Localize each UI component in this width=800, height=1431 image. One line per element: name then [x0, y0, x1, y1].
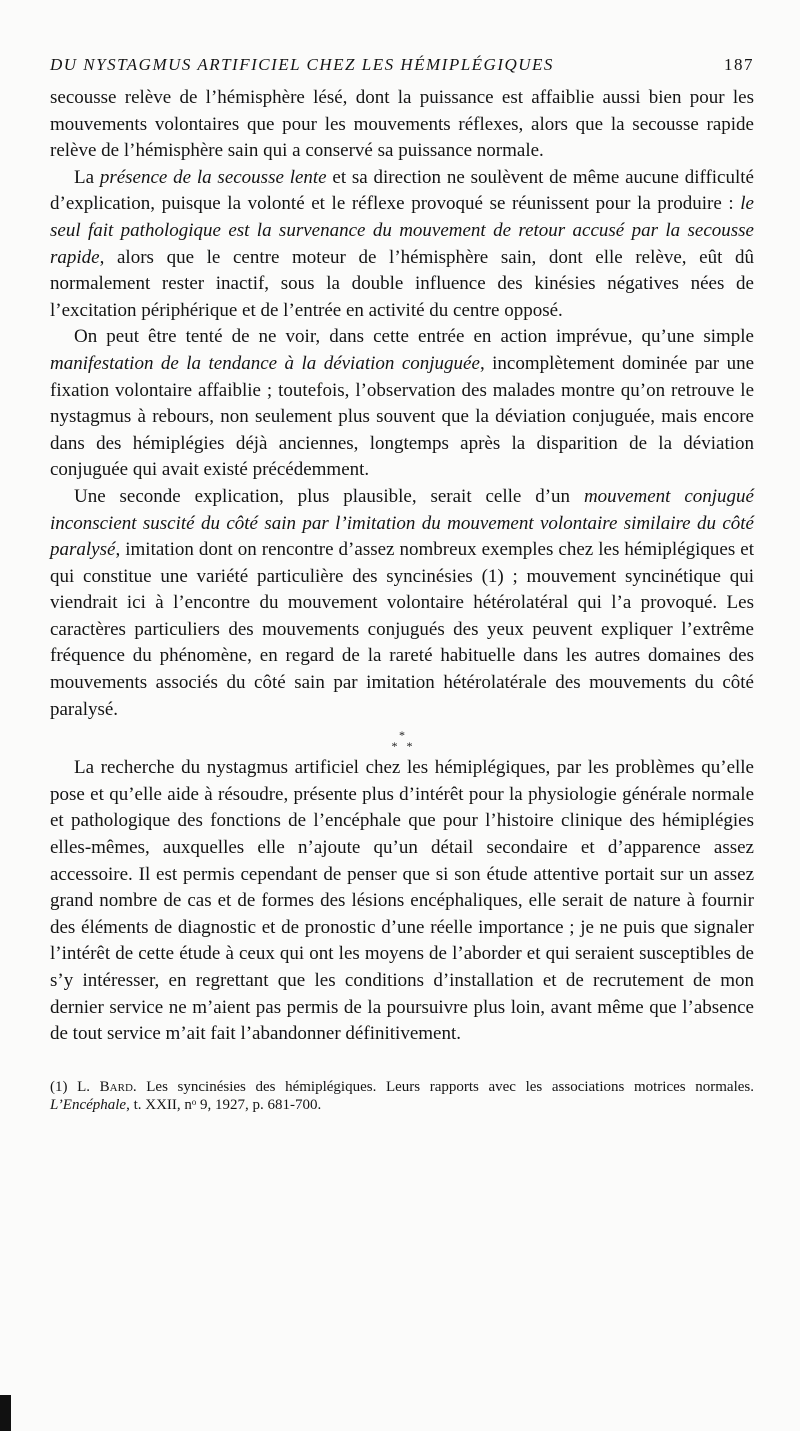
- running-title: DU NYSTAGMUS ARTIFICIEL CHEZ LES HÉMIPLÉGIQUES: [50, 55, 554, 74]
- paragraph-3: [50, 324, 754, 484]
- text-run: , imitation dont on rencontre d’assez nombreux exemples chez les hémiplégiques et qui constitue une variété particulière des syncinésies (1) ; mouvement syncinétique qui viendrait ici à l’encontre du mouvement volontaire hétérolatéral qui l’a provoqué. Les caractères particuliers des mouvements conjugués des yeux peuvent expliquer l’extrême fréquence du phénomène, en regard de la rareté habituelle dans les autres domaines des mouvements associés du côté sain par imitation hétérolatérale des mouvements du côté paralysé.: [50, 539, 754, 720]
- separator-star: *: [391, 739, 398, 754]
- footnote-ref: , t. XXII, nᵒ 9, 1927, p. 681-700.: [126, 1096, 322, 1113]
- paragraph-4: [50, 484, 754, 723]
- italic-run: le seul fait pathologique est la survenance du mouvement de retour accusé par la secousse rapide: [50, 193, 754, 268]
- text-run: , incomplètement dominée par une fixation volontaire affaiblie ; toutefois, l’observation des malades montre qu’on retrouve le nystagmus à rebours, non seulement plus souvent que la déviation conjuguée, mais encore dans des hémiplégies déjà anciennes, longtemps après la disparition de la déviation conjuguée qui avait existé précédemment.: [50, 352, 754, 481]
- page-number: 187: [724, 55, 754, 74]
- text-run: et sa direction ne soulèvent de même aucune difficulté d’explication, puisque la volonté et le réflexe provoqué se réunissent pour la produire :: [50, 166, 754, 215]
- text-run: On peut être tenté de ne voir, dans cette entrée en action imprévue, qu’une simple: [74, 326, 754, 348]
- separator-star: *: [406, 739, 413, 754]
- footnote-marker: (1): [50, 1078, 78, 1095]
- text-run: La: [74, 166, 100, 188]
- footnote-journal: L’Encéphale: [50, 1096, 127, 1113]
- page-header: [50, 55, 754, 75]
- text-run: Une seconde explication, plus plausible, serait celle d’un: [74, 485, 584, 507]
- book-page: [50, 55, 754, 1114]
- section-separator: [50, 728, 754, 754]
- text-run: , alors que le centre moteur de l’hémisphère sain, dont elle relève, eût dû normalement rester inactif, sous la double influence des kinésies négatives nées de l’excitation périphérique et de l’entrée en activité du centre opposé.: [50, 246, 754, 321]
- footnote-text: . Les syncinésies des hémiplégiques. Leurs rapports avec les associations motrices normales.: [132, 1078, 754, 1095]
- italic-run: présence de la secousse lente: [99, 166, 327, 188]
- footnote: [50, 1078, 754, 1114]
- paragraph-1: secousse relève de l’hémisphère lésé, dont la puissance est affaiblie aussi bien pour les mouvements volontaires que pour les mouvements réflexes, alors que la secousse rapide relève de l’hémisphère sain qui a conservé sa puissance normale.: [50, 87, 754, 162]
- separator-star: *: [399, 728, 405, 743]
- italic-run: manifestation de la tendance à la déviation conjuguée: [50, 352, 480, 374]
- paragraph-2: [50, 165, 754, 325]
- italic-run: mouvement conjugué inconscient suscité du côté sain par l’imitation du mouvement volontaire similaire du côté paralysé: [50, 485, 754, 561]
- scan-edge-mark: [0, 1395, 11, 1431]
- paragraph-5: La recherche du nystagmus artificiel chez les hémiplégiques, par les problèmes qu’elle pose et qu’elle aide à résoudre, présente plus d’intérêt pour la physiologie générale normale et pathologique des fonctions de l’encéphale que pour l’histoire clinique des hémiplégies elles-mêmes, auxquelles elle n’ajoute qu’un détail secondaire et d’apparence assez accessoire. Il est permis cependant de penser que si son étude attentive portait sur un assez grand nombre de cas et de formes des lésions encéphaliques, elle serait de nature à fournir des éléments de diagnostic et de pronostic d’une réelle importance ; je ne puis que signaler l’intérêt de cette étude à ceux qui ont les moyens de l’aborder et qui seraient susceptibles de s’y intéresser, en regrettant que les conditions d’installation et de recrutement de mon dernier service ne m’aient pas permis de la poursuivre plus loin, avant même que l’absence de tout service m’ait fait l’abandonner définitivement.: [50, 757, 754, 1045]
- footnote-author: L. Bard: [77, 1078, 133, 1095]
